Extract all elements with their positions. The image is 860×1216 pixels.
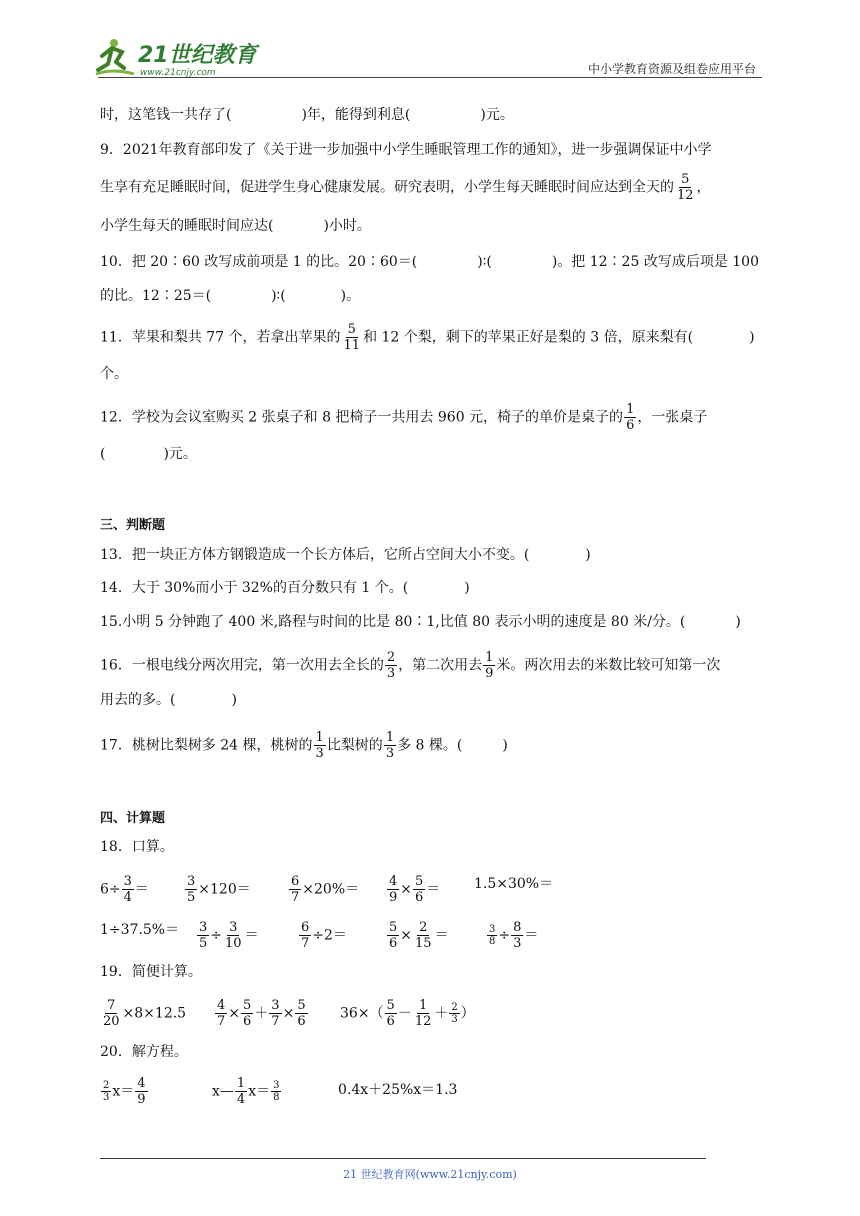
- q16-line1: 16．一根电线分两次用完，第一次用去全长的 $\frac{2}{3}$ ，第二次用去 $\frac{1}{9}$ 米。两次用去的米数比较可知第一次: [100, 650, 721, 681]
- site-logo: [94, 34, 264, 80]
- calc-item: $\frac{4}{7}$ × $\frac{5}{6}$ ＋ $\frac{3}{7}$ × $\frac{5}{6}$: [217, 998, 306, 1029]
- q10-line1: 10．把 20∶60 改写成前项是 1 的比。20∶60＝( )∶( )。把 12∶25 改写成后项是 100: [100, 254, 759, 270]
- logo-url: www.21cnjy.com: [140, 68, 216, 78]
- fraction: $\frac{5}{11}$: [343, 322, 361, 353]
- oral-item: 1.5×30%＝: [474, 876, 554, 892]
- q12-line2: ( )元。: [100, 446, 197, 462]
- q16-line2: 用去的多。( ): [100, 692, 237, 708]
- section-heading: 三、判断题: [100, 518, 166, 533]
- header-divider: [98, 77, 762, 78]
- q14: 14．大于 30%而小于 32%的百分数只有 1 个。( ): [100, 580, 470, 596]
- logo-text: 21世纪教育: [138, 43, 257, 68]
- page-header: [0, 0, 860, 90]
- q15: 15.小明 5 分钟跑了 400 米,路程与时间的比是 80∶1,比值 80 表示小明的速度是 80 米/分。( ): [100, 614, 741, 630]
- q12-line1: 12．学校为会议室购买 2 张桌子和 8 把椅子一共用去 960 元，椅子的单价是桌子的 $\frac{1}{6}$ ，一张桌子: [100, 402, 708, 433]
- section-heading: 四、计算题: [100, 811, 166, 826]
- calc-item: $\frac{7}{20}$ ×8×12.5: [103, 998, 187, 1029]
- footer-link[interactable]: 21 世纪教育网(www.21cnjy.com): [343, 1168, 517, 1181]
- equation-item: $\frac{2}{3}$ x＝ $\frac{4}{9}$: [103, 1076, 146, 1107]
- q11-line1: 11．苹果和梨共 77 个，若拿出苹果的 $\frac{5}{11}$ 和 12 个梨，剩下的苹果正好是梨的 3 倍，原来梨有( ): [100, 322, 755, 353]
- q10-line2: 的比。12∶25＝( )∶( )。: [100, 288, 361, 304]
- equation-item: x— $\frac{1}{4}$ x＝ $\frac{3}{8}$: [212, 1076, 280, 1107]
- oral-item: $\frac{5}{6}$ × $\frac{2}{15}$ ＝: [389, 920, 449, 951]
- equation-item: 0.4x＋25%x＝1.3: [338, 1082, 458, 1098]
- oral-item: 1÷37.5%＝: [100, 922, 180, 938]
- platform-name: 中小学教育资源及组卷应用平台: [587, 62, 756, 76]
- oral-item: 6÷ $\frac{3}{4}$ ＝: [100, 874, 149, 905]
- q18-title: 18．口算。: [100, 839, 174, 855]
- fraction: $\frac{1}{3}$: [315, 730, 324, 761]
- q20-title: 20．解方程。: [100, 1044, 188, 1060]
- footer-divider: [100, 1158, 706, 1159]
- q9-line3: 小学生每天的睡眠时间应达( )小时。: [100, 218, 371, 234]
- q9-line1: 9．2021年教育部印发了《关于进一步加强中小学生睡眠管理工作的通知》，进一步强调保证中小学: [100, 142, 712, 158]
- fraction: $\frac{1}{6}$: [626, 402, 635, 433]
- oral-item: $\frac{4}{9}$ × $\frac{5}{6}$ ＝: [389, 874, 441, 905]
- fraction: $\frac{1}{9}$: [485, 650, 494, 681]
- oral-item: $\frac{3}{5}$ ÷ $\frac{3}{10}$ ＝: [199, 920, 259, 951]
- oral-item: $\frac{3}{8}$ ÷ $\frac{8}{3}$ ＝: [489, 920, 539, 951]
- fraction: $\frac{1}{3}$: [385, 730, 395, 761]
- fraction: $\frac{2}{3}$: [386, 650, 396, 681]
- oral-item: $\frac{6}{7}$ ÷2＝: [301, 920, 347, 951]
- oral-item: $\frac{3}{5}$ ×120＝: [187, 874, 251, 905]
- q9-line2: 生享有充足睡眠时间，促进学生身心健康发展。研究表明，小学生每天睡眠时间应达到全天的 $\frac{5}{12}$ ，: [100, 172, 711, 203]
- q13: 13．把一块正方体方钢锻造成一个长方体后，它所占空间大小不变。( ): [100, 547, 591, 563]
- q11-line2: 个。: [100, 366, 128, 382]
- q19-title: 19．简便计算。: [100, 964, 202, 980]
- q8-tail: 时，这笔钱一共存了( )年，能得到利息( )元。: [100, 107, 514, 123]
- oral-item: $\frac{6}{7}$ ×20%＝: [291, 874, 360, 905]
- fraction: $\frac{5}{12}$: [677, 172, 694, 203]
- q17: 17．桃树比梨树多 24 棵，桃树的 $\frac{1}{3}$ 比梨树的 $\frac{1}{3}$ 多 8 棵。( ): [100, 730, 508, 761]
- running-figure-icon: [96, 39, 134, 74]
- calc-item: 36×（ $\frac{5}{6}$ － $\frac{1}{12}$ ＋ $\frac{2}{3}$ ）: [340, 998, 475, 1029]
